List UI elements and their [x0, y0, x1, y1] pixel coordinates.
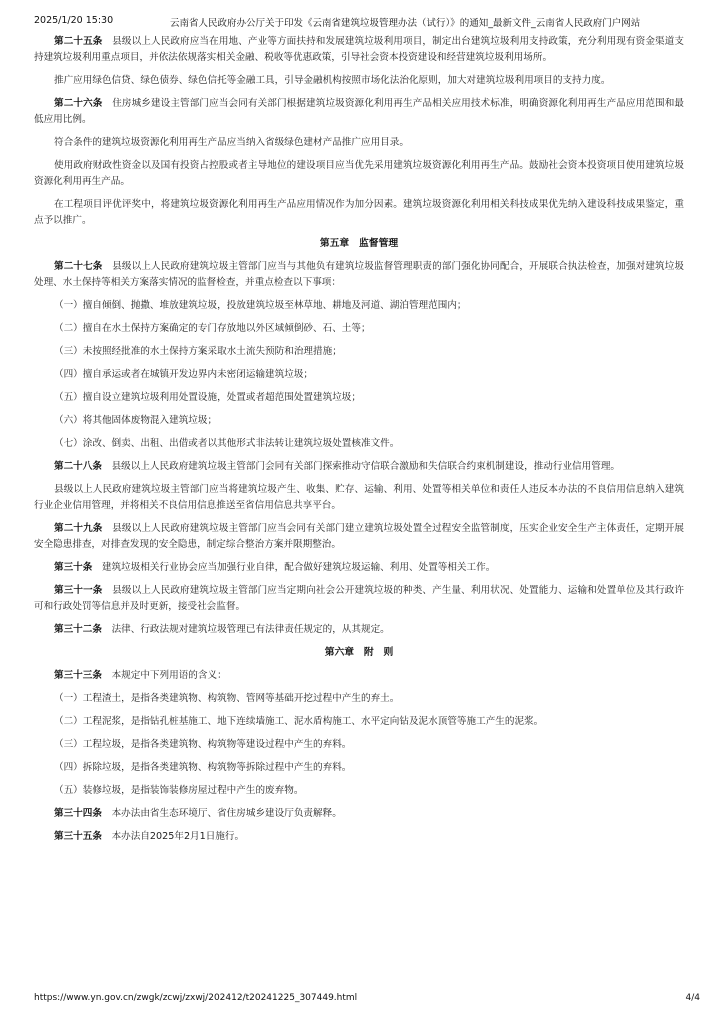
article-label: 第二十七条 — [54, 261, 103, 272]
page-number: 4/4 — [685, 993, 700, 1003]
list-item: （二）擅自在水土保持方案确定的专门存放地以外区域倾倒砂、石、土等； — [54, 323, 371, 334]
list-item: （三）工程垃圾，是指各类建筑物、构筑物等建设过程中产生的弃料。 — [54, 739, 352, 750]
list-item: （六）将其他固体废物混入建筑垃圾； — [54, 415, 218, 426]
list-item: （一）擅自倾倒、抛撒、堆放建筑垃圾，投放建筑垃圾至林草地、耕地及河道、湖泊管理范围内； — [54, 300, 467, 311]
list-item: （一）工程渣土，是指各类建筑物、构筑物、管网等基础开挖过程中产生的弃土。 — [54, 693, 400, 704]
chapter-heading: 第五章 监督管理 — [319, 238, 399, 249]
list-item: （四）拆除垃圾，是指各类建筑物、构筑物等拆除过程中产生的弃料。 — [54, 762, 352, 773]
article-label: 第二十六条 — [54, 98, 103, 109]
print-url[interactable]: https://www.yn.gov.cn/zwgk/zcwj/zxwj/202412/t20241225_307449.html — [34, 993, 358, 1003]
paragraph — [34, 622, 684, 638]
paragraph-text: 本规定中下列用语的含义： — [111, 670, 227, 681]
list-item: （二）工程泥浆，是指钻孔桩基施工、地下连续墙施工、泥水盾构施工、水平定向钻及泥水顶管等施工产生的泥浆。 — [54, 716, 544, 727]
paragraph-text: 本办法自2025年2月1日施行。 — [111, 831, 245, 842]
paragraph — [34, 668, 684, 684]
list-item: （七）涂改、倒卖、出租、出借或者以其他形式非法转让建筑垃圾处置核准文件。 — [54, 438, 400, 449]
paragraph-text: 住房城乡建设主管部门应当会同有关部门根据建筑垃圾资源化利用再生产品相关应用技术标准，明确资源化利用再生产品应用范围和最低应用比例。 — [34, 98, 685, 125]
paragraph-text: 县级以上人民政府应当在用地、产业等方面扶持和发展建筑垃圾利用项目，制定出台建筑垃圾利用支持政策，充分利用现有资金渠道支持建筑垃圾利用重点项目，并依法依规落实相关金融、税收等优惠政策，引导社会资本投资建设和经营建筑垃圾利用场所。 — [34, 36, 685, 63]
paragraph — [34, 521, 684, 553]
chapter-heading: 第六章 附 则 — [324, 647, 394, 658]
paragraph — [34, 96, 684, 128]
list-item: （四）擅自承运或者在城镇开发边界内未密闭运输建筑垃圾； — [54, 369, 314, 380]
paragraph-text: 县级以上人民政府建筑垃圾主管部门应当会同有关部门建立建筑垃圾处置全过程安全监管制度，压实企业安全生产主体责任，定期开展安全隐患排查，对排查发现的安全隐患，制定综合整治方案并限期整治。 — [34, 523, 685, 550]
article-label: 第三十一条 — [54, 585, 103, 596]
paragraph-text: 县级以上人民政府建筑垃圾主管部门会同有关部门探索推动守信联合激励和失信联合约束机制建设，推动行业信用管理。 — [111, 461, 621, 472]
article-label: 第三十二条 — [54, 624, 102, 635]
print-header — [34, 15, 704, 31]
paragraph-text: 县级以上人民政府建筑垃圾主管部门应当与其他负有建筑垃圾监督管理职责的部门强化协同配合，开展联合执法检查，加强对建筑垃圾处理、水土保持等相关方案落实情况的监督检查，并重点检查以下事项： — [34, 261, 685, 288]
article-label: 第二十五条 — [54, 36, 103, 47]
paragraph — [34, 806, 684, 822]
paragraph-text: 县级以上人民政府建筑垃圾主管部门应当定期向社会公开建筑垃圾的种类、产生量、利用状况、处置能力、运输和处置单位及其行政许可和行政处罚等信息并及时更新，接受社会监督。 — [34, 585, 685, 612]
paragraph-text: 建筑垃圾相关行业协会应当加强行业自律，配合做好建筑垃圾运输、利用、处置等相关工作。 — [101, 562, 496, 573]
list-item: （五）装修垃圾，是指装饰装修房屋过程中产生的废弃物。 — [54, 785, 304, 796]
paragraph — [34, 34, 684, 66]
paragraph: 县级以上人民政府建筑垃圾主管部门应当将建筑垃圾产生、收集、贮存、运输、利用、处置等相关单位和责任人违反本办法的不良信用信息纳入建筑行业企业信用管理，并将相关不良信用信息推送至省信用信息共享平台。 — [34, 484, 684, 511]
paragraph — [34, 259, 684, 291]
print-timestamp: 2025/1/20 15:30 — [34, 15, 114, 26]
article-label: 第二十九条 — [54, 523, 103, 534]
paragraph — [34, 560, 684, 576]
article-label: 第二十八条 — [54, 461, 102, 472]
paragraph-text: 本办法由省生态环境厅、省住房城乡建设厅负责解释。 — [111, 808, 342, 819]
paragraph — [34, 583, 684, 615]
paragraph — [34, 459, 684, 475]
paragraph: 使用政府财政性资金以及国有投资占控股或者主导地位的建设项目应当优先采用建筑垃圾资源化利用再生产品。鼓励社会资本投资项目使用建筑垃圾资源化利用再生产品。 — [34, 160, 684, 187]
list-item: （五）擅自设立建筑垃圾利用处置设施，处置或者超范围处置建筑垃圾； — [54, 392, 361, 403]
list-item: （三）未按照经批准的水土保持方案采取水土流失预防和治理措施； — [54, 346, 342, 357]
paragraph: 推广应用绿色信贷、绿色债券、绿色信托等金融工具，引导金融机构按照市场化法治化原则，加大对建筑垃圾利用项目的支持力度。 — [54, 75, 611, 86]
article-label: 第三十三条 — [54, 670, 102, 681]
article-label: 第三十五条 — [54, 831, 102, 842]
paragraph: 符合条件的建筑垃圾资源化利用再生产品应当纳入省级绿色建材产品推广应用目录。 — [54, 137, 409, 148]
paragraph-text: 法律、行政法规对建筑垃圾管理已有法律责任规定的，从其规定。 — [111, 624, 390, 635]
paragraph — [34, 829, 684, 845]
print-page-title: 云南省人民政府办公厅关于印发《云南省建筑垃圾管理办法（试行）》的通知_最新文件_云南省人民政府门户网站 — [170, 18, 641, 29]
paragraph: 在工程项目评优评奖中，将建筑垃圾资源化利用再生产品应用情况作为加分因素。建筑垃圾资源化利用相关科技成果优先纳入建设科技成果鉴定，重点予以推广。 — [34, 199, 684, 226]
article-body — [34, 34, 684, 852]
article-label: 第三十四条 — [54, 808, 102, 819]
article-label: 第三十条 — [54, 562, 93, 573]
